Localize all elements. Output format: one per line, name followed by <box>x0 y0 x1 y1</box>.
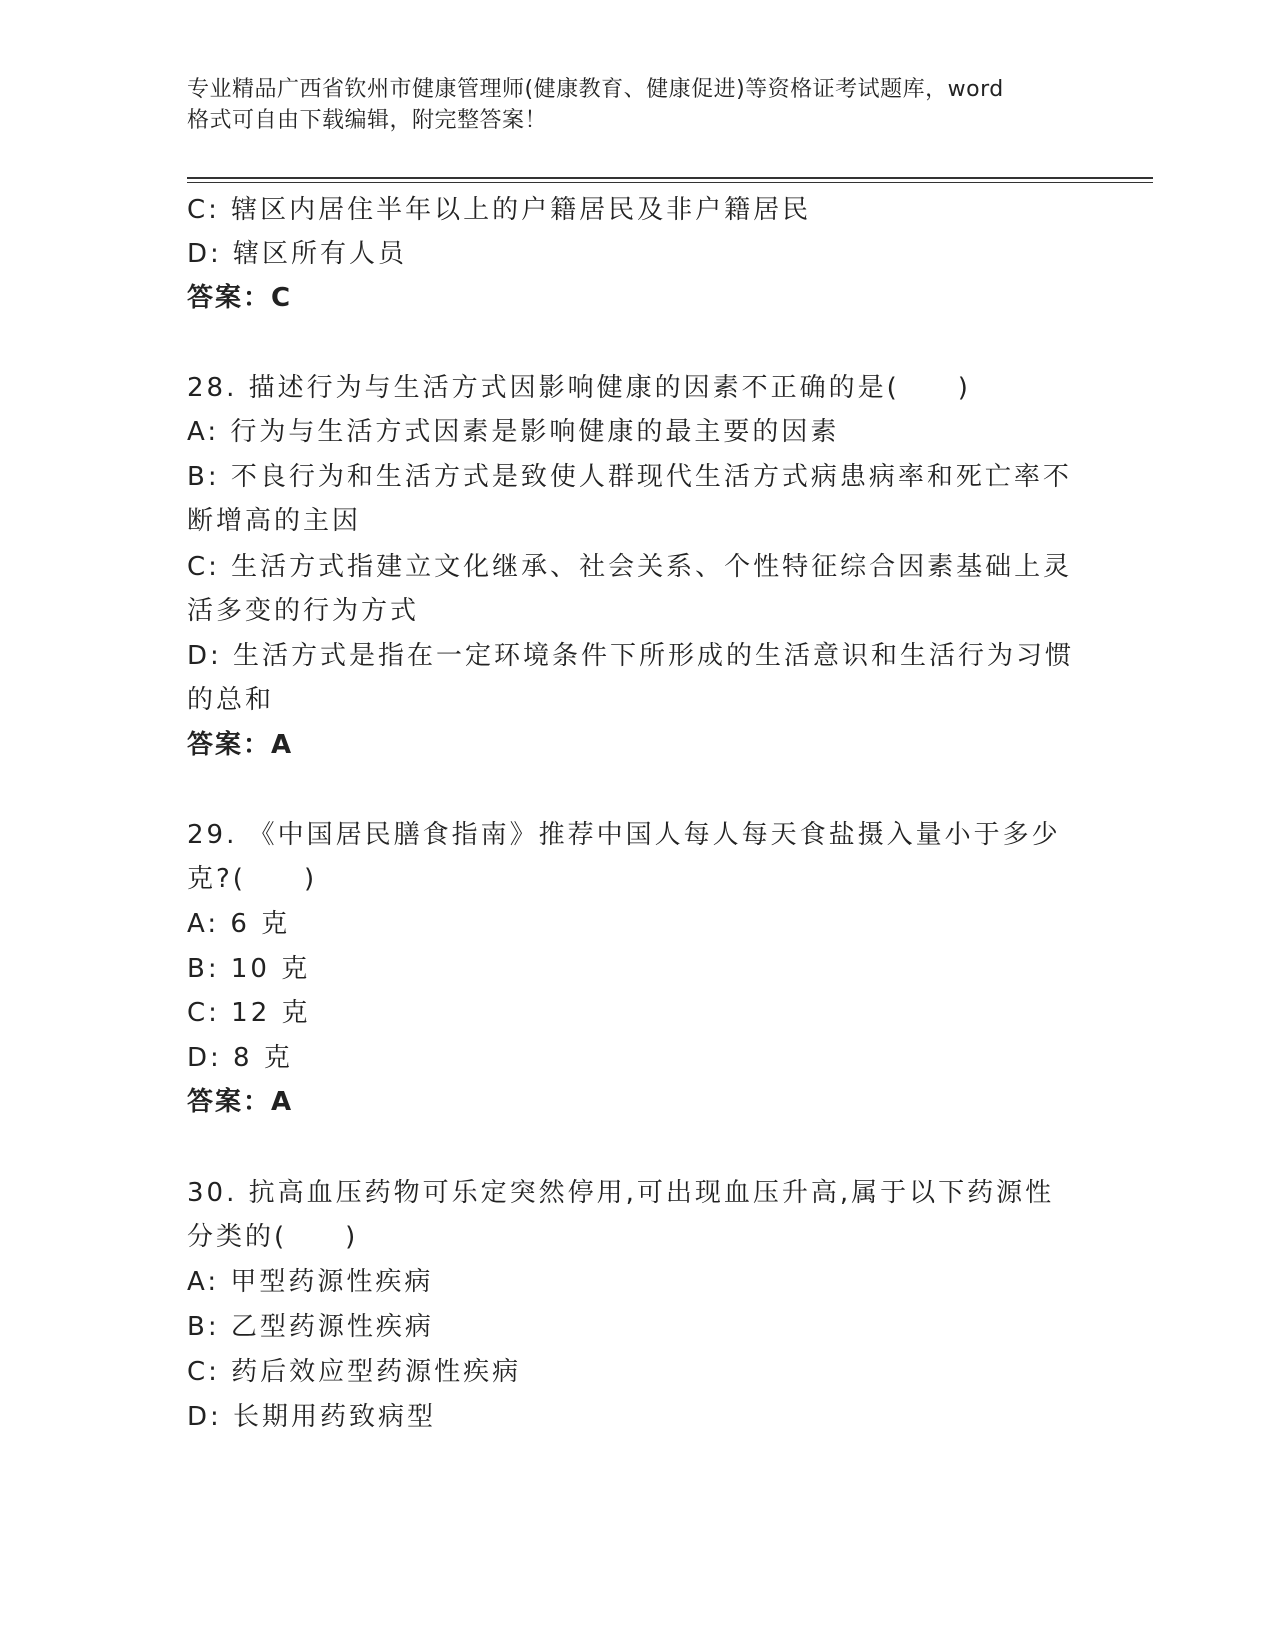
q28-option-c-line-1: C: 生活方式指建立文化继承、社会关系、个性特征综合因素基础上灵 <box>187 552 1073 582</box>
q28-option-b-line-2: 断增高的主因 <box>187 506 362 536</box>
q29-option-c: C: 12 克 <box>187 998 311 1028</box>
q30-stem-line-2: 分类的( ) <box>187 1222 359 1252</box>
q30-option-d: D: 长期用药致病型 <box>187 1402 437 1432</box>
q28-option-a: A: 行为与生活方式因素是影响健康的最主要的因素 <box>187 417 840 447</box>
q28-option-b-line-1: B: 不良行为和生活方式是致使人群现代生活方式病患病率和死亡率不 <box>187 462 1072 492</box>
q30-option-c: C: 药后效应型药源性疾病 <box>187 1357 522 1387</box>
q29-stem-line-2: 克?( ) <box>187 864 318 894</box>
q29-option-b: B: 10 克 <box>187 954 311 984</box>
header-divider <box>187 177 1153 183</box>
q29-answer: 答案：A <box>187 1087 294 1117</box>
q28-option-c-line-2: 活多变的行为方式 <box>187 596 420 626</box>
q27-option-c: C: 辖区内居住半年以上的户籍居民及非户籍居民 <box>187 195 812 225</box>
q29-option-a: A: 6 克 <box>187 909 291 939</box>
q28-answer: 答案：A <box>187 730 294 760</box>
q27-option-d: D: 辖区所有人员 <box>187 239 408 269</box>
page-header <box>187 74 1087 136</box>
q28-option-d-line-1: D: 生活方式是指在一定环境条件下所形成的生活意识和生活行为习惯 <box>187 641 1075 671</box>
q30-option-b: B: 乙型药源性疾病 <box>187 1312 434 1342</box>
header-line-1: 专业精品广西省钦州市健康管理师(健康教育、健康促进)等资格证考试题库，word <box>187 77 1004 102</box>
header-line-2: 格式可自由下载编辑，附完整答案！ <box>187 108 548 133</box>
q30-stem-line-1: 30. 抗高血压药物可乐定突然停用,可出现血压升高,属于以下药源性 <box>187 1178 1055 1208</box>
q28-option-d-line-2: 的总和 <box>187 685 275 715</box>
q30-option-a: A: 甲型药源性疾病 <box>187 1267 434 1297</box>
q29-stem-line-1: 29. 《中国居民膳食指南》推荐中国人每人每天食盐摄入量小于多少 <box>187 820 1061 850</box>
q28-stem: 28. 描述行为与生活方式因影响健康的因素不正确的是( ) <box>187 373 971 403</box>
q27-answer: 答案：C <box>187 283 293 313</box>
q29-option-d: D: 8 克 <box>187 1043 293 1073</box>
